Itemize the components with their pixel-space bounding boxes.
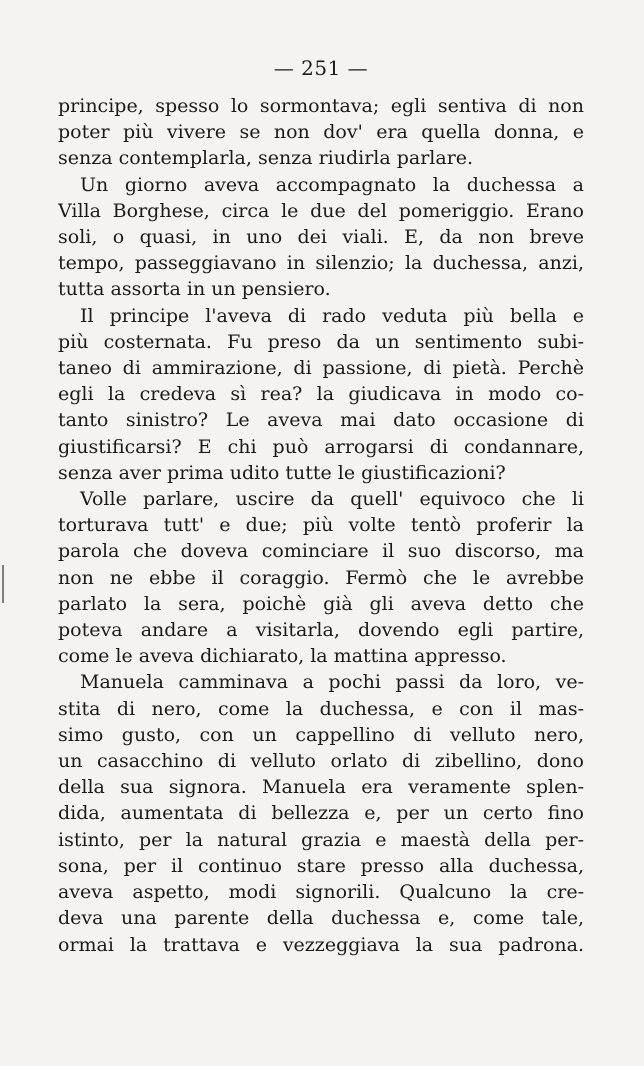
text-line: della sua signora. Manuela era veramente splen- <box>58 776 584 799</box>
text-line: Volle parlare, uscire da quell' equivoco che li <box>80 488 584 511</box>
text-line: parlato la sera, poichè già gli aveva detto che <box>58 592 584 615</box>
text-line: tutta assorta in un pensiero. <box>58 278 331 301</box>
body-text <box>58 93 584 958</box>
text-line: Un giorno aveva accompagnato la duchessa a <box>80 173 584 196</box>
text-line: poteva andare a visitarla, dovendo egli partire, <box>58 619 584 642</box>
page-number: — 251 — <box>273 56 369 80</box>
text-line: tempo, passeggiavano in silenzio; la duchessa, anzi, <box>58 252 584 275</box>
text-line: senza contemplarla, senza riudirla parlare. <box>58 147 474 170</box>
text-line: egli la credeva sì rea? la giudicava in modo co- <box>58 383 584 406</box>
text-line: più costernata. Fu preso da un sentimento subi- <box>58 330 584 353</box>
text-line: sona, per il continuo stare presso alla duchessa, <box>58 854 584 877</box>
text-line: stita di nero, come la duchessa, e con il mas- <box>58 697 584 720</box>
text-line: dida, aumentata di bellezza e, per un certo fino <box>58 802 584 825</box>
text-line: deva una parente della duchessa e, come tale, <box>58 907 584 930</box>
text-line: taneo di ammirazione, di passione, di pietà. Perchè <box>58 357 584 380</box>
text-line: simo gusto, con un cappellino di velluto nero, <box>58 723 584 746</box>
text-line: Il principe l'aveva di rado veduta più bella e <box>80 304 584 327</box>
scan-edge-mark <box>2 565 4 603</box>
text-line: giustificarsi? E chi può arrogarsi di condannare, <box>58 435 584 458</box>
text-line: senza aver prima udito tutte le giustificazioni? <box>58 461 506 484</box>
text-line: tanto sinistro? Le aveva mai dato occasione di <box>58 409 584 432</box>
text-line: parola che doveva cominciare il suo discorso, ma <box>58 540 584 563</box>
text-line: come le aveva dichiarato, la mattina appresso. <box>58 645 507 668</box>
text-line: non ne ebbe il coraggio. Fermò che le avrebbe <box>58 566 584 589</box>
text-line: soli, o quasi, in uno dei viali. E, da non breve <box>58 226 584 249</box>
text-line: principe, spesso lo sormontava; egli sentiva di non <box>58 95 584 117</box>
text-line: aveva aspetto, modi signorili. Qualcuno la cre- <box>58 881 584 904</box>
text-line: torturava tutt' e due; più volte tentò proferir la <box>58 514 584 537</box>
text-line: Manuela camminava a pochi passi da loro, ve- <box>80 671 584 694</box>
text-line: Villa Borghese, circa le due del pomeriggio. Erano <box>58 199 584 222</box>
text-line: istinto, per la natural grazia e maestà della per- <box>58 828 584 851</box>
text-line: ormai la trattava e vezzeggiava la sua padrona. <box>58 933 584 956</box>
text-line: poter più vivere se non dov' era quella donna, e <box>58 121 584 144</box>
text-line: un casacchino di velluto orlato di zibellino, dono <box>58 750 584 773</box>
